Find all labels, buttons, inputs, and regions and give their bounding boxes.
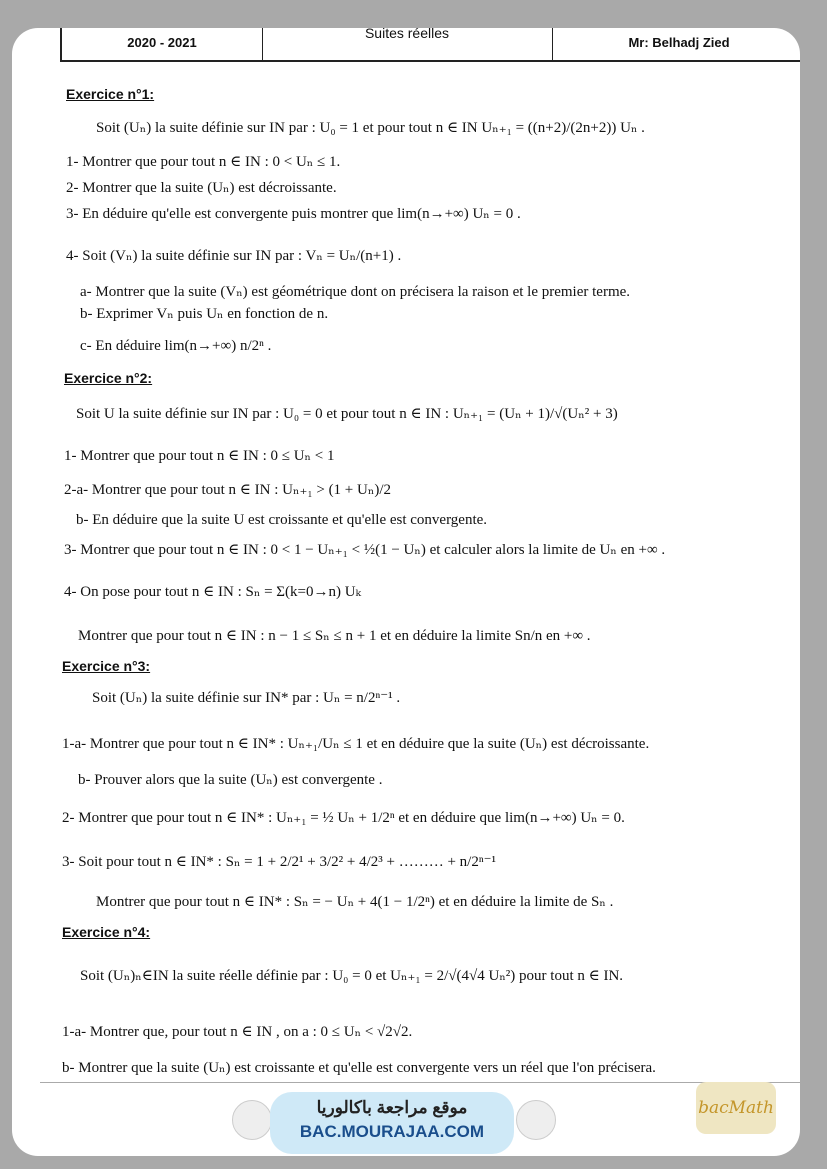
exercise-4-title: Exercice n°4: bbox=[62, 924, 151, 940]
header-year: 2020 - 2021 bbox=[62, 28, 263, 60]
ex1-q4c: c- En déduire lim(n→+∞) n/2ⁿ . bbox=[80, 338, 272, 354]
ex1-q2: 2- Montrer que la suite (Uₙ) est décroissante. bbox=[66, 180, 337, 196]
ex3-q1b: b- Prouver alors que la suite (Uₙ) est convergente . bbox=[78, 772, 383, 788]
ex1-statement: Soit (Uₙ) la suite définie sur IN par : U₀ = 1 et pour tout n ∈ IN Uₙ₊₁ = ((n+2)/(2n+2)) Uₙ . bbox=[96, 120, 645, 136]
ex4-statement: Soit (Uₙ)ₙ∈IN la suite réelle définie par : U₀ = 0 et Uₙ₊₁ = 2/√(4√4 Uₙ²) pour tout n ∈ IN. bbox=[80, 968, 624, 984]
ex2-q2a: 2-a- Montrer que pour tout n ∈ IN : Uₙ₊₁ > (1 + Uₙ)/2 bbox=[64, 482, 392, 498]
header-table bbox=[60, 28, 800, 62]
header-teacher: Mr: Belhadj Zied bbox=[628, 35, 730, 50]
ex3-q3: 3- Soit pour tout n ∈ IN* : Sₙ = 1 + 2/2¹ + 3/2² + 4/2³ + ……… + n/2ⁿ⁻¹ bbox=[62, 854, 496, 870]
ex3-q2: 2- Montrer que pour tout n ∈ IN* : Uₙ₊₁ = ½ Uₙ + 1/2ⁿ et en déduire que lim(n→+∞) Uₙ = 0. bbox=[62, 810, 625, 826]
site-name-arabic: موقع مراجعة باكالوريا bbox=[316, 1098, 468, 1117]
ex2-q2b: b- En déduire que la suite U est croissante et qu'elle est convergente. bbox=[76, 512, 488, 528]
site-url-link[interactable]: BAC.MOURAJAA.COM bbox=[299, 1122, 485, 1141]
ex1-q4b: b- Exprimer Vₙ puis Uₙ en fonction de n. bbox=[80, 306, 329, 322]
ex2-q1: 1- Montrer que pour tout n ∈ IN : 0 ≤ Uₙ < 1 bbox=[64, 448, 335, 464]
footer-divider bbox=[40, 1082, 800, 1083]
ex1-q4: 4- Soit (Vₙ) la suite définie sur IN par : Vₙ = Uₙ/(n+1) . bbox=[66, 248, 402, 264]
ex2-statement: Soit U la suite définie sur IN par : U₀ = 0 et pour tout n ∈ IN : Uₙ₊₁ = (Uₙ + 1)/√(Uₙ² + 3) bbox=[76, 406, 618, 422]
ex2-q4-b: Montrer que pour tout n ∈ IN : n − 1 ≤ Sₙ ≤ n + 1 et en déduire la limite Sn/n en +∞ . bbox=[78, 628, 591, 644]
ex4-q1b: b- Montrer que la suite (Uₙ) est croissante et qu'elle est convergente vers un réel que l'on précisera. bbox=[62, 1060, 656, 1076]
ex3-q3-b: Montrer que pour tout n ∈ IN* : Sₙ = − Uₙ + 4(1 − 1/2ⁿ) et en déduire la limite de Sₙ . bbox=[96, 894, 614, 910]
exercise-2-title: Exercice n°2: bbox=[64, 370, 153, 386]
site-badge[interactable] bbox=[270, 1092, 514, 1154]
ex1-q1: 1- Montrer que pour tout n ∈ IN : 0 < Uₙ ≤ 1. bbox=[66, 154, 341, 170]
header-subject: Suites réelles bbox=[262, 28, 553, 60]
ex2-q4: 4- On pose pour tout n ∈ IN : Sₙ = Σ(k=0→n) Uₖ bbox=[64, 584, 362, 600]
ex4-q1a: 1-a- Montrer que, pour tout n ∈ IN , on a : 0 ≤ Uₙ < √2√2. bbox=[62, 1024, 413, 1040]
ex3-statement: Soit (Uₙ) la suite définie sur IN* par : Uₙ = n/2ⁿ⁻¹ . bbox=[92, 690, 401, 706]
exercise-3-title: Exercice n°3: bbox=[62, 658, 151, 674]
site-logo-left-icon bbox=[232, 1100, 272, 1140]
ex1-q4a: a- Montrer que la suite (Vₙ) est géométrique dont on précisera la raison et le premier terme. bbox=[80, 284, 631, 300]
ex3-q1a: 1-a- Montrer que pour tout n ∈ IN* : Uₙ₊₁/Uₙ ≤ 1 et en déduire que la suite (Uₙ) est décroissante. bbox=[62, 736, 650, 752]
site-logo-right-icon bbox=[516, 1100, 556, 1140]
exercise-1-title: Exercice n°1: bbox=[66, 86, 155, 102]
bacmath-logo: bacMath bbox=[696, 1082, 776, 1134]
ex1-q3: 3- En déduire qu'elle est convergente puis montrer que lim(n→+∞) Uₙ = 0 . bbox=[66, 206, 521, 222]
ex2-q3: 3- Montrer que pour tout n ∈ IN : 0 < 1 − Uₙ₊₁ < ½(1 − Uₙ) et calculer alors la limite de Uₙ en +∞ . bbox=[64, 542, 666, 558]
